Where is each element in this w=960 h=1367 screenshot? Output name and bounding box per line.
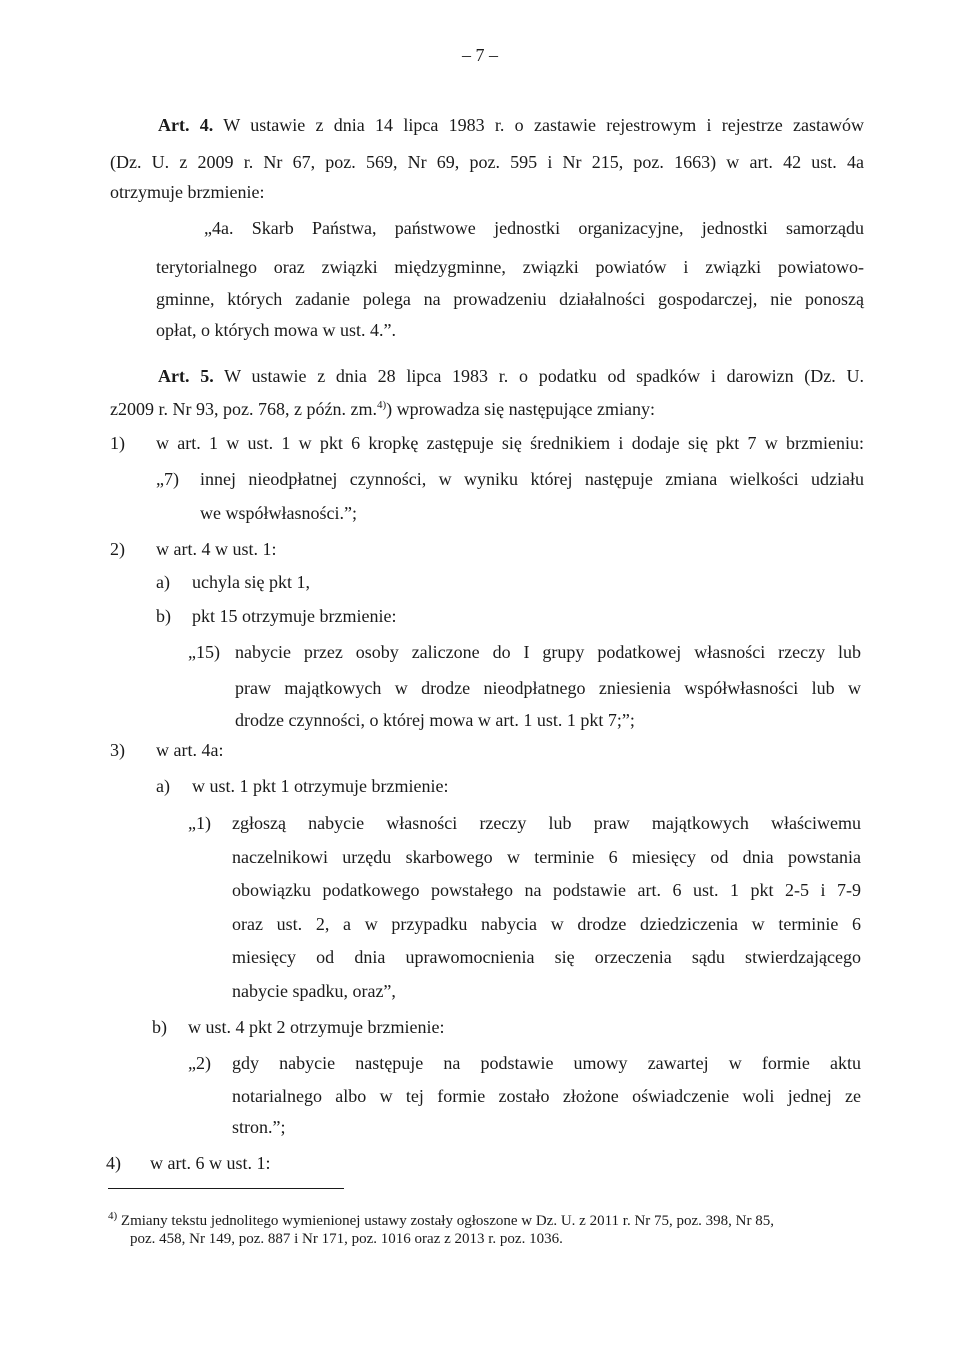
item-3b-quote-line-2: notarialnego albo w tej formie zostało złożone oświadczenie woli jednej ze	[232, 1086, 861, 1106]
item-2b-quote-line-2: praw majątkowych w drodze nieodpłatnego zniesienia współwłasności lub w	[235, 678, 861, 698]
footnote-marker: 4)	[108, 1210, 118, 1222]
item-3a-label: a)	[156, 776, 170, 796]
item-3b-quote-line-1: gdy nabycie następuje na podstawie umowy zawartej w formie aktu	[232, 1053, 861, 1073]
item-2b-text: pkt 15 otrzymuje brzmienie:	[192, 606, 397, 626]
item-2b-quote-number: „15)	[188, 642, 220, 662]
footnote-line-1	[108, 1212, 774, 1230]
footnote-separator	[108, 1188, 344, 1189]
art4-quote-line-4: opłat, o których mowa w ust. 4.”.	[156, 320, 396, 340]
item-4-text: w art. 6 w ust. 1:	[150, 1153, 271, 1173]
item-3-text: w art. 4a:	[156, 740, 224, 760]
art4-line-1-text: W ustawie z dnia 14 lipca 1983 r. o zastawie rejestrowym i rejestrze zastawów	[223, 115, 864, 135]
art5-label: Art. 5.	[158, 366, 214, 386]
page-number: – 7 –	[462, 45, 498, 65]
item-3a-quote-line-2: naczelnikowi urzędu skarbowego w terminie 6 miesięcy od dnia powstania	[232, 847, 861, 867]
item-3b-text: w ust. 4 pkt 2 otrzymuje brzmienie:	[188, 1017, 445, 1037]
item-3a-quote-line-5: miesięcy od dnia uprawomocnienia się orzeczenia sądu stwierdzającego	[232, 947, 861, 967]
art4-quote-line-1: „4a. Skarb Państwa, państwowe jednostki organizacyjne, jednostki samorządu	[204, 218, 864, 238]
art4-label: Art. 4.	[158, 115, 214, 135]
item-1-quote-line-2: we współwłasności.”;	[200, 503, 357, 523]
item-3a-quote-line-1: zgłoszą nabycie własności rzeczy lub praw majątkowych właściwemu	[232, 813, 861, 833]
item-3a-quote-number: „1)	[188, 813, 211, 833]
art5-line-2-end: ) wprowadza się następujące zmiany:	[386, 399, 656, 419]
art4-quote-line-2: terytorialnego oraz związki międzygminne, związki powiatów i związki powiatowo-	[156, 257, 864, 277]
item-4-number: 4)	[106, 1153, 121, 1173]
item-2b-label: b)	[156, 606, 171, 626]
item-2b-quote-line-1: nabycie przez osoby zaliczone do I grupy podatkowej własności rzeczy lub	[235, 642, 861, 662]
art5-line-1-text: W ustawie z dnia 28 lipca 1983 r. o podatku od spadków i darowizn (Dz. U.	[224, 366, 864, 386]
footnote-line-2: poz. 458, Nr 149, poz. 887 i Nr 171, poz. 1016 oraz z 2013 r. poz. 1036.	[130, 1231, 563, 1247]
art5-line-1	[158, 365, 864, 387]
art5-line-2	[110, 398, 655, 420]
art4-line-1	[158, 114, 864, 136]
footnote-ref: 4)	[376, 399, 387, 411]
item-2-number: 2)	[110, 539, 125, 559]
item-3a-quote-line-4: oraz ust. 2, a w przypadku nabycia w drodze dziedziczenia w terminie 6	[232, 914, 861, 934]
art4-line-3: otrzymuje brzmienie:	[110, 182, 265, 202]
item-3a-text: w ust. 1 pkt 1 otrzymuje brzmienie:	[192, 776, 449, 796]
item-3a-quote-line-6: nabycie spadku, oraz”,	[232, 981, 396, 1001]
item-2-text: w art. 4 w ust. 1:	[156, 539, 277, 559]
item-1-quote-line-1: innej nieodpłatnej czynności, w wyniku której następuje zmiana wielkości udziału	[200, 469, 864, 489]
art5-line-2-text: z2009 r. Nr 93, poz. 768, z późn. zm.	[110, 399, 377, 419]
art4-quote-line-3: gminne, których zadanie polega na prowadzeniu działalności gospodarczej, nie ponoszą	[156, 289, 864, 309]
item-1-quote-number: „7)	[156, 469, 179, 489]
footnote-line-1-text: Zmiany tekstu jednolitego wymienionej ustawy zostały ogłoszone w Dz. U. z 2011 r. Nr 75, poz. 398, Nr 85,	[120, 1213, 775, 1229]
item-2a-label: a)	[156, 572, 170, 592]
item-1-text: w art. 1 w ust. 1 w pkt 6 kropkę zastępuje się średnikiem i dodaje się pkt 7 w brzmieniu:	[156, 433, 864, 453]
item-3b-label: b)	[152, 1017, 167, 1037]
art4-line-2: (Dz. U. z 2009 r. Nr 67, poz. 569, Nr 69, poz. 595 i Nr 215, poz. 1663) w art. 42 ust. 4a	[110, 152, 864, 172]
item-1-number: 1)	[110, 433, 125, 453]
item-2a-text: uchyla się pkt 1,	[192, 572, 310, 592]
item-3a-quote-line-3: obowiązku podatkowego powstałego na podstawie art. 6 ust. 1 pkt 2-5 i 7-9	[232, 880, 861, 900]
item-3-number: 3)	[110, 740, 125, 760]
item-3b-quote-line-3: stron.”;	[232, 1117, 286, 1137]
item-2b-quote-line-3: drodze czynności, o której mowa w art. 1 ust. 1 pkt 7;”;	[235, 710, 635, 730]
item-3b-quote-number: „2)	[188, 1053, 211, 1073]
